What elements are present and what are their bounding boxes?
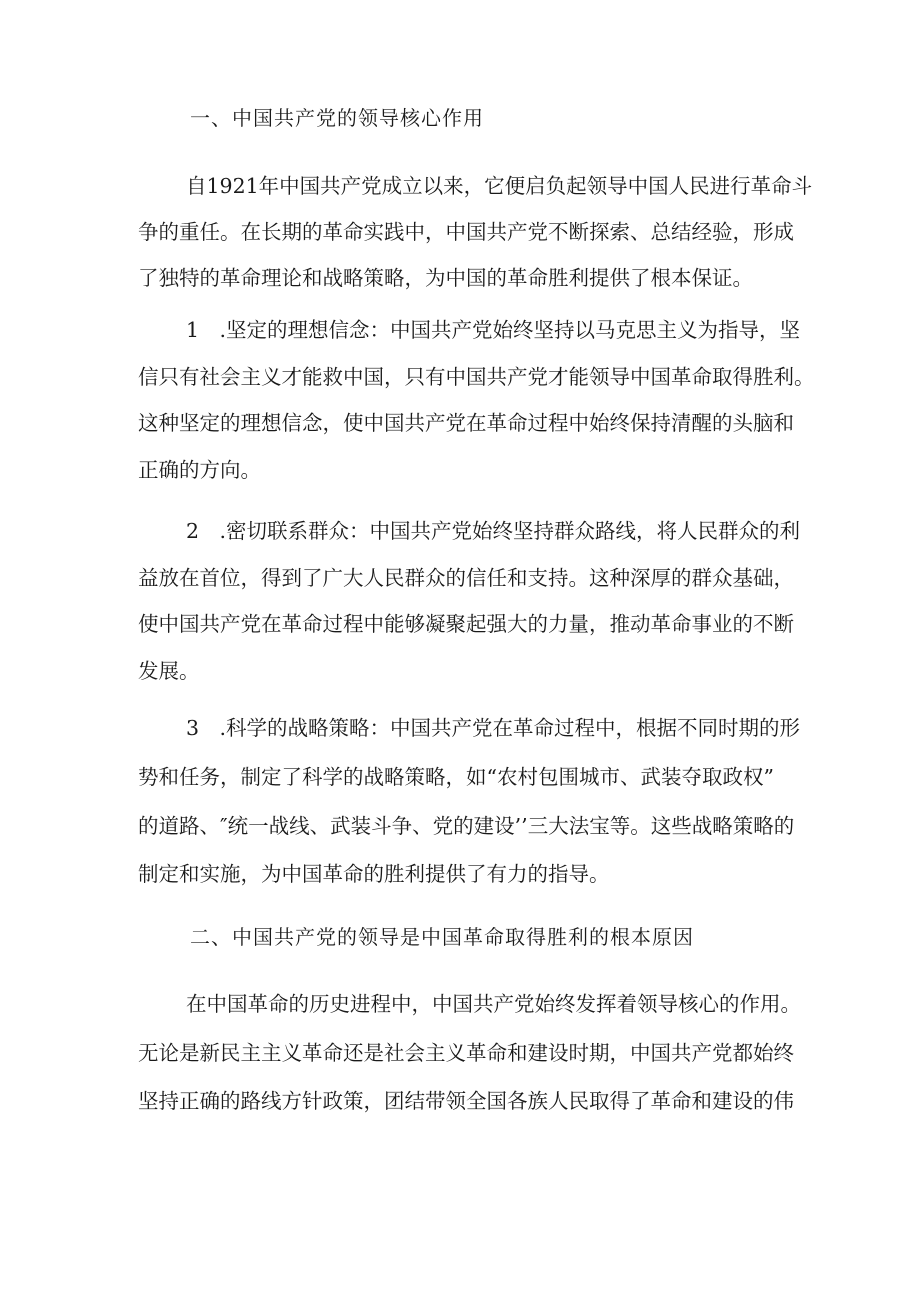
- section-2-heading: 二、中国共产党的领导是中国革命取得胜利的根本原因: [190, 925, 694, 949]
- paragraph-line: 1 .坚定的理想信念：中国共产党始终坚持以马克思主义为指导，坚: [186, 318, 801, 342]
- paragraph-line: 自1921年中国共产党成立以来，它便启负起领导中国人民进行革命斗: [186, 174, 813, 198]
- paragraph-line: 在中国革命的历史进程中，中国共产党始终发挥着领导核心的作用。: [186, 992, 801, 1016]
- section-1-heading: 一、中国共产党的领导核心作用: [190, 106, 484, 130]
- paragraph-line: 无论是新民主主义革命还是社会主义革命和建设时期，中国共产党都始终: [138, 1041, 794, 1065]
- paragraph-line: 使中国共产党在革命过程中能够凝聚起强大的力量，推动革命事业的不断: [138, 612, 794, 636]
- paragraph-line: 益放在首位，得到了广大人民群众的信任和支持。这种深厚的群众基础，: [138, 566, 794, 590]
- paragraph-line: 3 .科学的战略策略：中国共产党在革命过程中，根据不同时期的形: [186, 716, 801, 740]
- paragraph-line: 这种坚定的理想信念，使中国共产党在革命过程中始终保持清醒的头脑和: [138, 411, 794, 435]
- paragraph-line: 2 .密切联系群众：中国共产党始终坚持群众路线，将人民群众的利: [186, 519, 801, 543]
- paragraph-line: 势和任务，制定了科学的战略策略，如“农村包围城市、武装夺取政权”: [138, 765, 774, 789]
- paragraph-line: 了独特的革命理论和战略策略，为中国的革命胜利提供了根本保证。: [138, 266, 753, 290]
- paragraph-line: 坚持正确的路线方针政策，团结带领全国各族人民取得了革命和建设的伟: [138, 1089, 794, 1113]
- paragraph-line: 信只有社会主义才能救中国，只有中国共产党才能领导中国革命取得胜利。: [138, 365, 815, 389]
- paragraph-line: 制定和实施，为中国革命的胜利提供了有力的指导。: [138, 862, 610, 886]
- paragraph-line: 争的重任。在长期的革命实践中，中国共产党不断探索、总结经验，形成: [138, 220, 794, 244]
- paragraph-line: 的道路、″统一战线、武装斗争、党的建设’’三大法宝等。这些战略策略的: [138, 814, 795, 838]
- paragraph-line: 发展。: [138, 659, 200, 683]
- paragraph-line: 正确的方向。: [138, 458, 261, 482]
